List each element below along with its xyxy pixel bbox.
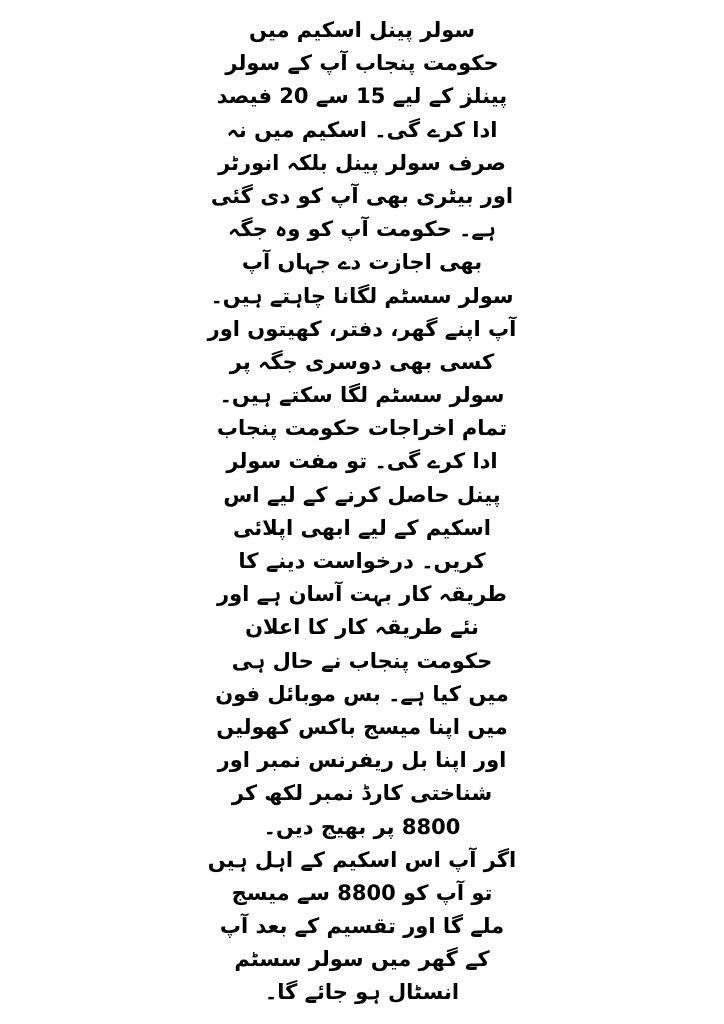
text-line: تمام اخراجات حکومت پنجاب bbox=[216, 416, 508, 441]
text-line: میں اپنا میسج باکس کھولیں bbox=[216, 714, 508, 739]
text-line: حکومت پنجاب آپ کے سولر bbox=[225, 51, 499, 76]
text-line: آپ اپنے گھر، دفتر، کھیتوں اور bbox=[207, 316, 517, 341]
text-line: ادا کرے گی۔ اسکیم میں نہ bbox=[226, 117, 498, 142]
text-line: پینل حاصل کرنے کے لیے اس bbox=[223, 482, 501, 507]
text-line: کسی بھی دوسری جگہ پر bbox=[229, 349, 495, 374]
text-line: حکومت پنجاب نے حال ہی bbox=[231, 648, 493, 673]
text-line: ادا کرے گی۔ تو مفت سولر bbox=[226, 449, 498, 474]
text-line: نئے طریقہ کار کا اعلان bbox=[245, 615, 479, 640]
text-line: ملے گا اور تقسیم کے بعد آپ bbox=[219, 914, 505, 939]
text-line: پینلز کے لیے 15 سے 20 فیصد bbox=[216, 84, 508, 109]
text-line: بھی اجازت دے جہاں آپ bbox=[241, 250, 483, 275]
text-line: سولر سسٹم لگا سکتے ہیں۔ bbox=[219, 383, 505, 408]
article-text bbox=[180, 14, 544, 1010]
text-line: سولر سسٹم لگانا چاہتے ہیں۔ bbox=[210, 283, 514, 308]
text-line: 8800 پر بھیج دیں۔ bbox=[263, 814, 461, 839]
text-line: انسٹال ہو جائے گا۔ bbox=[264, 980, 460, 1005]
text-line: اگر آپ اس اسکیم کے اہل ہیں bbox=[207, 847, 517, 872]
text-line: سولر پینل اسکیم میں bbox=[248, 18, 476, 42]
text-line: شناختی کارڈ نمبر لکھ کر bbox=[231, 781, 493, 806]
text-line: طریقہ کار بہت آسان ہے اور bbox=[217, 582, 507, 607]
text-line: کے گھر میں سولر سسٹم bbox=[234, 947, 490, 972]
text-line: کریں۔ درخواست دینے کا bbox=[238, 549, 486, 573]
text-line: اور بیٹری بھی آپ کو دی گئی bbox=[210, 183, 514, 208]
text-line: ہے۔ حکومت آپ کو وہ جگہ bbox=[228, 217, 496, 242]
text-line: صرف سولر پینل بلکہ انورٹر bbox=[218, 150, 506, 175]
text-line: تو آپ کو 8800 سے میسج bbox=[231, 880, 493, 905]
text-line: میں کیا ہے۔ بس موبائل فون bbox=[215, 681, 509, 706]
text-line: اور اپنا بل ریفرنس نمبر اور bbox=[217, 748, 507, 773]
text-line: اسکیم کے لیے ابھی اپلائی bbox=[233, 515, 491, 540]
